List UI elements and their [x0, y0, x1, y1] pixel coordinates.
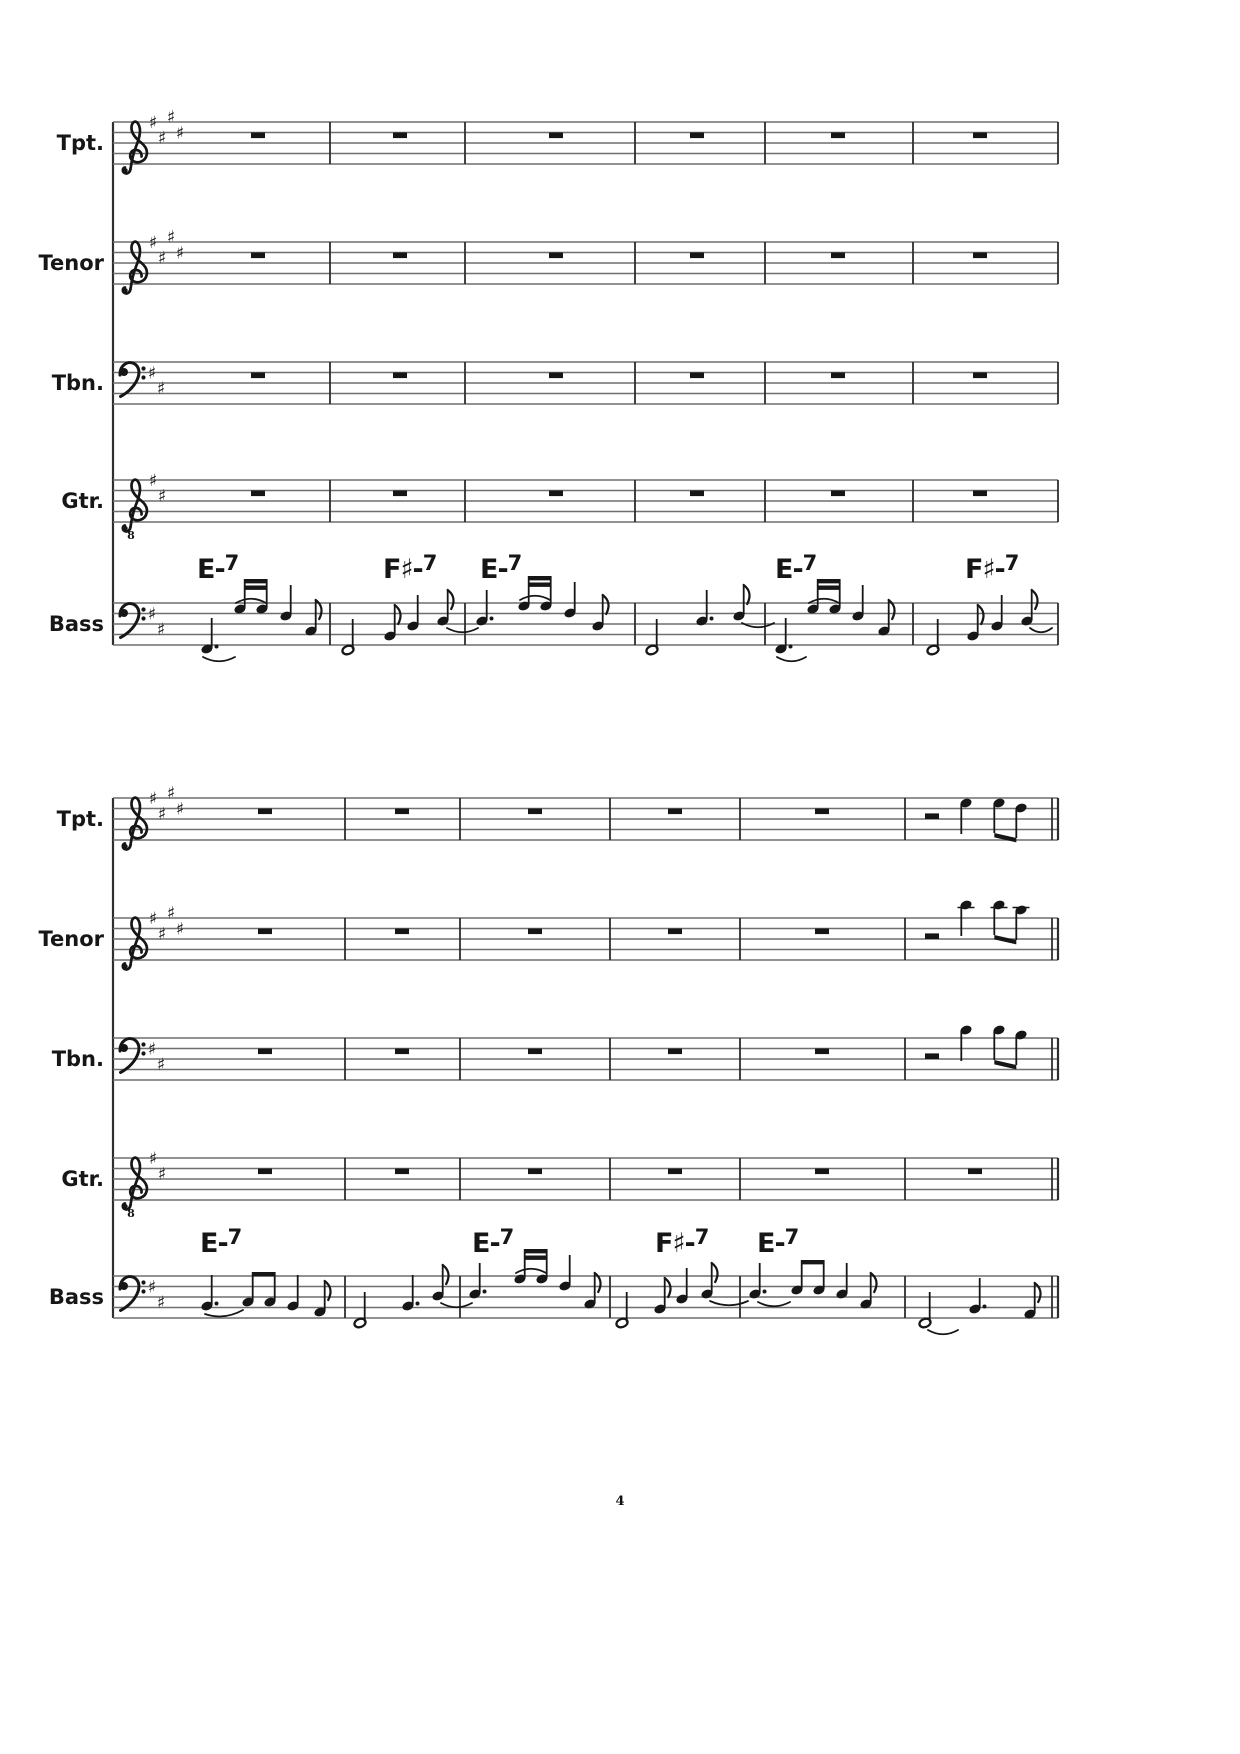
treble-clef-icon	[123, 242, 147, 294]
staff-row	[61, 471, 1058, 542]
beam	[994, 1060, 1016, 1069]
note	[1020, 590, 1037, 627]
slur	[777, 657, 806, 661]
beam	[994, 935, 1016, 944]
sharp-icon: ♯	[148, 1148, 158, 1169]
whole-rest	[815, 1049, 829, 1055]
chord-symbol: E-$^7$	[480, 551, 522, 585]
whole-rest	[831, 133, 845, 139]
note	[558, 1255, 572, 1292]
beamed-pair	[992, 797, 1028, 842]
sharp-icon: ♯	[156, 1293, 166, 1314]
whole-rest	[968, 1169, 982, 1175]
staff-row	[49, 576, 1058, 661]
note	[748, 1263, 766, 1300]
note	[959, 1024, 973, 1061]
sharp-icon: ♯	[166, 783, 176, 804]
slur	[203, 657, 235, 661]
instrument-label: Tpt.	[56, 131, 104, 155]
instrument-label: Tpt.	[56, 807, 104, 831]
chord-symbol: F♯-$^7$	[383, 551, 437, 585]
bass-clef-icon	[120, 604, 146, 638]
whole-rest	[258, 1049, 272, 1055]
sharp-icon: ♯	[148, 908, 158, 929]
beam	[253, 1272, 275, 1276]
beamed-pair	[991, 899, 1030, 944]
whole-rest	[258, 1169, 272, 1175]
augmentation-dot	[215, 645, 219, 649]
beamed-pair	[806, 579, 842, 615]
whole-rest	[690, 373, 704, 379]
whole-rest	[393, 373, 407, 379]
whole-rest	[831, 373, 845, 379]
treble-clef-icon	[123, 798, 147, 850]
beam	[245, 586, 267, 590]
augmentation-dot	[483, 1290, 487, 1294]
beam	[818, 586, 840, 590]
slur	[447, 628, 478, 632]
chord-symbol: E-$^7$	[775, 551, 817, 585]
note	[563, 582, 577, 619]
bass-clef-icon	[120, 363, 146, 397]
staff-row	[38, 228, 1058, 294]
whole-rest	[690, 133, 704, 139]
whole-rest	[251, 133, 265, 139]
note	[401, 1275, 419, 1312]
augmentation-dot	[983, 1305, 987, 1309]
whole-rest	[395, 1169, 409, 1175]
whole-rest	[668, 1049, 682, 1055]
bass-clef-icon	[120, 1277, 146, 1311]
sharp-icon: ♯	[148, 112, 158, 133]
note	[583, 1273, 600, 1310]
sharp-icon: ♯	[175, 919, 185, 940]
whole-rest	[973, 253, 987, 259]
slur	[710, 1301, 748, 1305]
note	[700, 1263, 717, 1300]
whole-rest	[393, 253, 407, 259]
whole-rest	[549, 373, 563, 379]
augmentation-dot	[789, 645, 793, 649]
beam	[525, 1256, 547, 1260]
whole-rest	[393, 133, 407, 139]
whole-rest	[973, 491, 987, 497]
sharp-icon: ♯	[157, 1164, 167, 1185]
slur	[441, 1303, 472, 1307]
whole-rest	[251, 373, 265, 379]
sharp-icon: ♯	[148, 788, 158, 809]
chord-symbol: E-$^7$	[472, 1225, 514, 1259]
whole-rest	[528, 809, 542, 815]
beamed-pair	[790, 1260, 826, 1296]
instrument-label: Tbn.	[51, 371, 104, 395]
whole-rest	[668, 809, 682, 815]
sharp-icon: ♯	[175, 799, 185, 820]
sharp-icon: ♯	[156, 379, 166, 400]
whole-rest	[690, 491, 704, 497]
beamed-pair	[517, 576, 553, 612]
augmentation-dot	[490, 617, 494, 621]
staff-row	[57, 108, 1058, 174]
instrument-label: Tenor	[38, 927, 104, 951]
note	[304, 600, 321, 637]
whole-rest	[528, 1049, 542, 1055]
sharp-icon: ♯	[147, 363, 157, 384]
whole-rest	[668, 929, 682, 935]
note	[1023, 1283, 1040, 1320]
slur	[516, 1269, 546, 1273]
whole-rest	[815, 929, 829, 935]
beam	[525, 1249, 547, 1253]
note	[475, 590, 493, 627]
beam	[529, 583, 551, 587]
note	[859, 1273, 876, 1310]
beamed-pair	[513, 1249, 549, 1285]
note	[286, 1275, 300, 1312]
note	[695, 590, 713, 627]
whole-rest	[251, 491, 265, 497]
whole-rest	[549, 491, 563, 497]
whole-rest	[831, 491, 845, 497]
whole-rest	[815, 809, 829, 815]
slur	[205, 1310, 243, 1316]
whole-rest	[393, 491, 407, 497]
whole-rest	[815, 1169, 829, 1175]
sharp-icon: ♯	[166, 107, 176, 128]
sharp-icon: ♯	[157, 128, 167, 149]
note	[200, 1275, 218, 1312]
beam	[818, 579, 840, 583]
clef-octave-8: 8	[127, 529, 135, 542]
staff-row	[52, 362, 1058, 404]
whole-rest	[528, 1169, 542, 1175]
slur	[1030, 628, 1052, 632]
sharp-icon: ♯	[157, 804, 167, 825]
instrument-label: Gtr.	[61, 1167, 104, 1191]
whole-rest	[258, 929, 272, 935]
note	[431, 1265, 448, 1302]
beamed-pair	[241, 1272, 277, 1308]
whole-rest	[690, 253, 704, 259]
instrument-label: Tbn.	[51, 1047, 104, 1071]
beam	[529, 576, 551, 580]
staff-row	[61, 1149, 1058, 1220]
sharp-icon: ♯	[156, 620, 166, 641]
half-rest	[925, 813, 939, 819]
staff-row	[49, 1249, 1058, 1334]
bass-clef-icon	[120, 1039, 146, 1073]
sharp-icon: ♯	[147, 1277, 157, 1298]
note	[959, 797, 973, 834]
whole-rest	[549, 133, 563, 139]
sharp-icon: ♯	[166, 903, 176, 924]
chord-symbol: F♯-$^7$	[965, 551, 1019, 585]
slur	[758, 1302, 790, 1306]
sharp-icon: ♯	[148, 470, 158, 491]
note	[436, 590, 453, 627]
whole-rest	[668, 1169, 682, 1175]
sharp-icon: ♯	[157, 924, 167, 945]
augmentation-dot	[416, 1302, 420, 1306]
system-2	[38, 784, 1058, 1335]
whole-rest	[528, 929, 542, 935]
whole-rest	[395, 1049, 409, 1055]
whole-rest	[831, 253, 845, 259]
sharp-icon: ♯	[175, 123, 185, 144]
beam	[802, 1260, 824, 1264]
sharp-icon: ♯	[175, 243, 185, 264]
chord-symbol: E-$^7$	[757, 1225, 799, 1259]
staff-row	[52, 1024, 1058, 1080]
sharp-icon: ♯	[156, 1055, 166, 1076]
half-rest	[925, 1053, 939, 1059]
beam	[245, 579, 267, 583]
whole-rest	[973, 373, 987, 379]
sharp-icon: ♯	[157, 248, 167, 269]
sharp-icon: ♯	[157, 486, 167, 507]
chord-symbol: E-$^7$	[200, 1225, 242, 1259]
slur	[520, 596, 550, 600]
sharp-icon: ♯	[147, 604, 157, 625]
sharp-icon: ♯	[166, 227, 176, 248]
slur	[928, 1330, 958, 1334]
beamed-pair	[992, 1024, 1028, 1069]
augmentation-dot	[763, 1290, 767, 1294]
system-1	[38, 108, 1058, 662]
whole-rest	[395, 929, 409, 935]
whole-rest	[251, 253, 265, 259]
staff-row	[38, 899, 1058, 969]
note	[835, 1263, 849, 1300]
sharp-icon: ♯	[148, 232, 158, 253]
augmentation-dot	[710, 617, 714, 621]
chord-symbol: F♯-$^7$	[655, 1225, 709, 1259]
clef-octave-8: 8	[127, 1207, 135, 1220]
note	[468, 1263, 486, 1300]
whole-rest	[973, 133, 987, 139]
instrument-label: Bass	[48, 1285, 104, 1309]
whole-rest	[258, 809, 272, 815]
note	[877, 600, 894, 637]
chord-symbol: E-$^7$	[197, 551, 239, 585]
instrument-label: Gtr.	[61, 489, 104, 513]
treble-clef-icon	[123, 122, 147, 174]
sharp-icon: ♯	[147, 1039, 157, 1060]
augmentation-dot	[215, 1302, 219, 1306]
instrument-label: Tenor	[38, 251, 104, 275]
whole-rest	[549, 253, 563, 259]
beam	[994, 833, 1016, 842]
beamed-pair	[233, 579, 269, 615]
instrument-label: Bass	[48, 612, 104, 636]
half-rest	[925, 933, 939, 939]
staff-row	[57, 784, 1058, 850]
treble-clef-icon	[123, 918, 147, 970]
whole-rest	[395, 809, 409, 815]
page-number: 4	[615, 1494, 625, 1509]
